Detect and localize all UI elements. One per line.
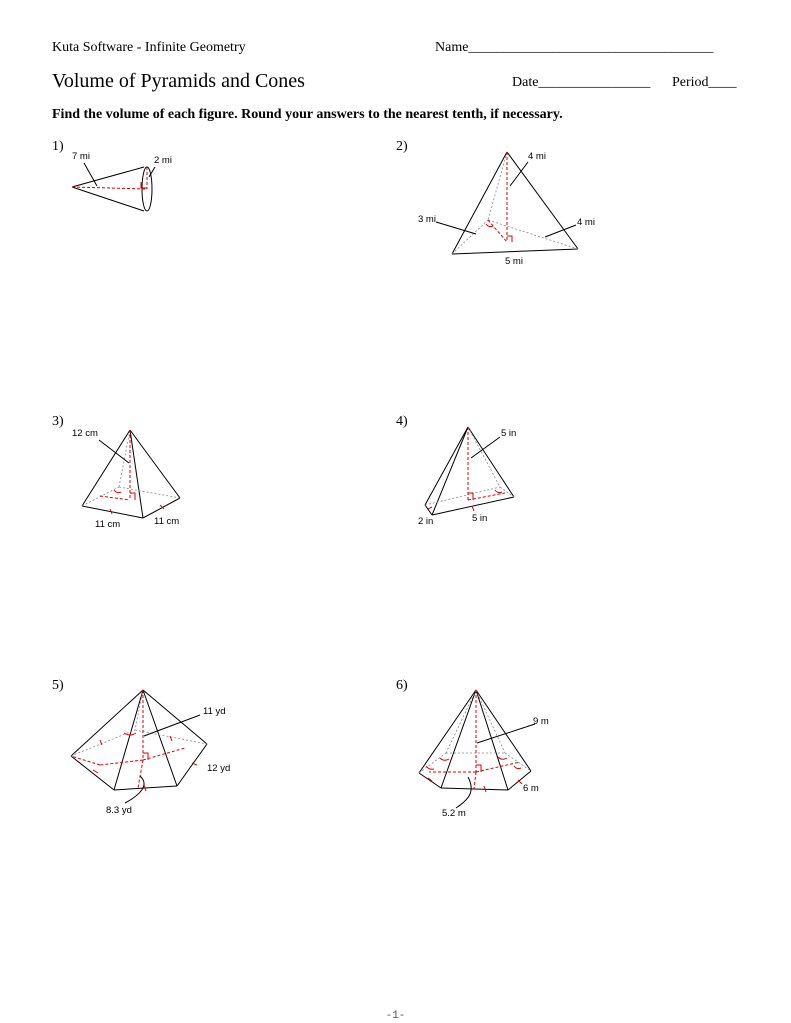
figure-3-slant-label: 12 cm (72, 428, 98, 439)
figure-6-apothem-label: 5.2 m (442, 808, 466, 819)
figure-6-height-label: 9 m (533, 716, 549, 727)
figure-3-base-label-front: 11 cm (95, 519, 121, 530)
figure-2-side-label-left: 3 mi (418, 214, 436, 225)
figure-5-apothem-label: 8.3 yd (106, 805, 132, 816)
figure-6-side-label: 6 m (523, 783, 539, 794)
name-field: Name___________________________________ (435, 40, 714, 55)
figure-4-width-label: 2 in (418, 516, 434, 527)
instructions: Find the volume of each figure. Round your answers to the nearest tenth, if necessary. (52, 107, 563, 122)
figure-1-slant-label: 7 mi (72, 151, 90, 162)
date-field: Date________________ (512, 75, 651, 90)
page-number: -1- (385, 1010, 406, 1022)
figure-4-length-label: 5 in (472, 513, 488, 524)
figure-2-base-label: 5 mi (505, 256, 523, 267)
problem-2-number: 2) (396, 139, 408, 154)
figure-2-height-label: 4 mi (528, 151, 546, 162)
worksheet-brand: Kuta Software - Infinite Geometry (52, 40, 246, 55)
period-field: Period____ (672, 75, 737, 90)
problem-4-number: 4) (396, 414, 408, 429)
figure-4-height-label: 5 in (501, 428, 517, 439)
figure-3-base-label-side: 11 cm (154, 516, 180, 527)
figure-5-height-label: 11 yd (203, 706, 226, 717)
problem-5-number: 5) (52, 678, 64, 693)
figure-2-side-label-right: 4 mi (577, 217, 595, 228)
problem-3-number: 3) (52, 414, 64, 429)
problem-1-number: 1) (52, 139, 64, 154)
problem-6-number: 6) (396, 678, 408, 693)
worksheet-title: Volume of Pyramids and Cones (52, 70, 305, 92)
figure-5-side-label: 12 yd (207, 763, 231, 774)
figure-1-radius-label: 2 mi (154, 155, 172, 166)
